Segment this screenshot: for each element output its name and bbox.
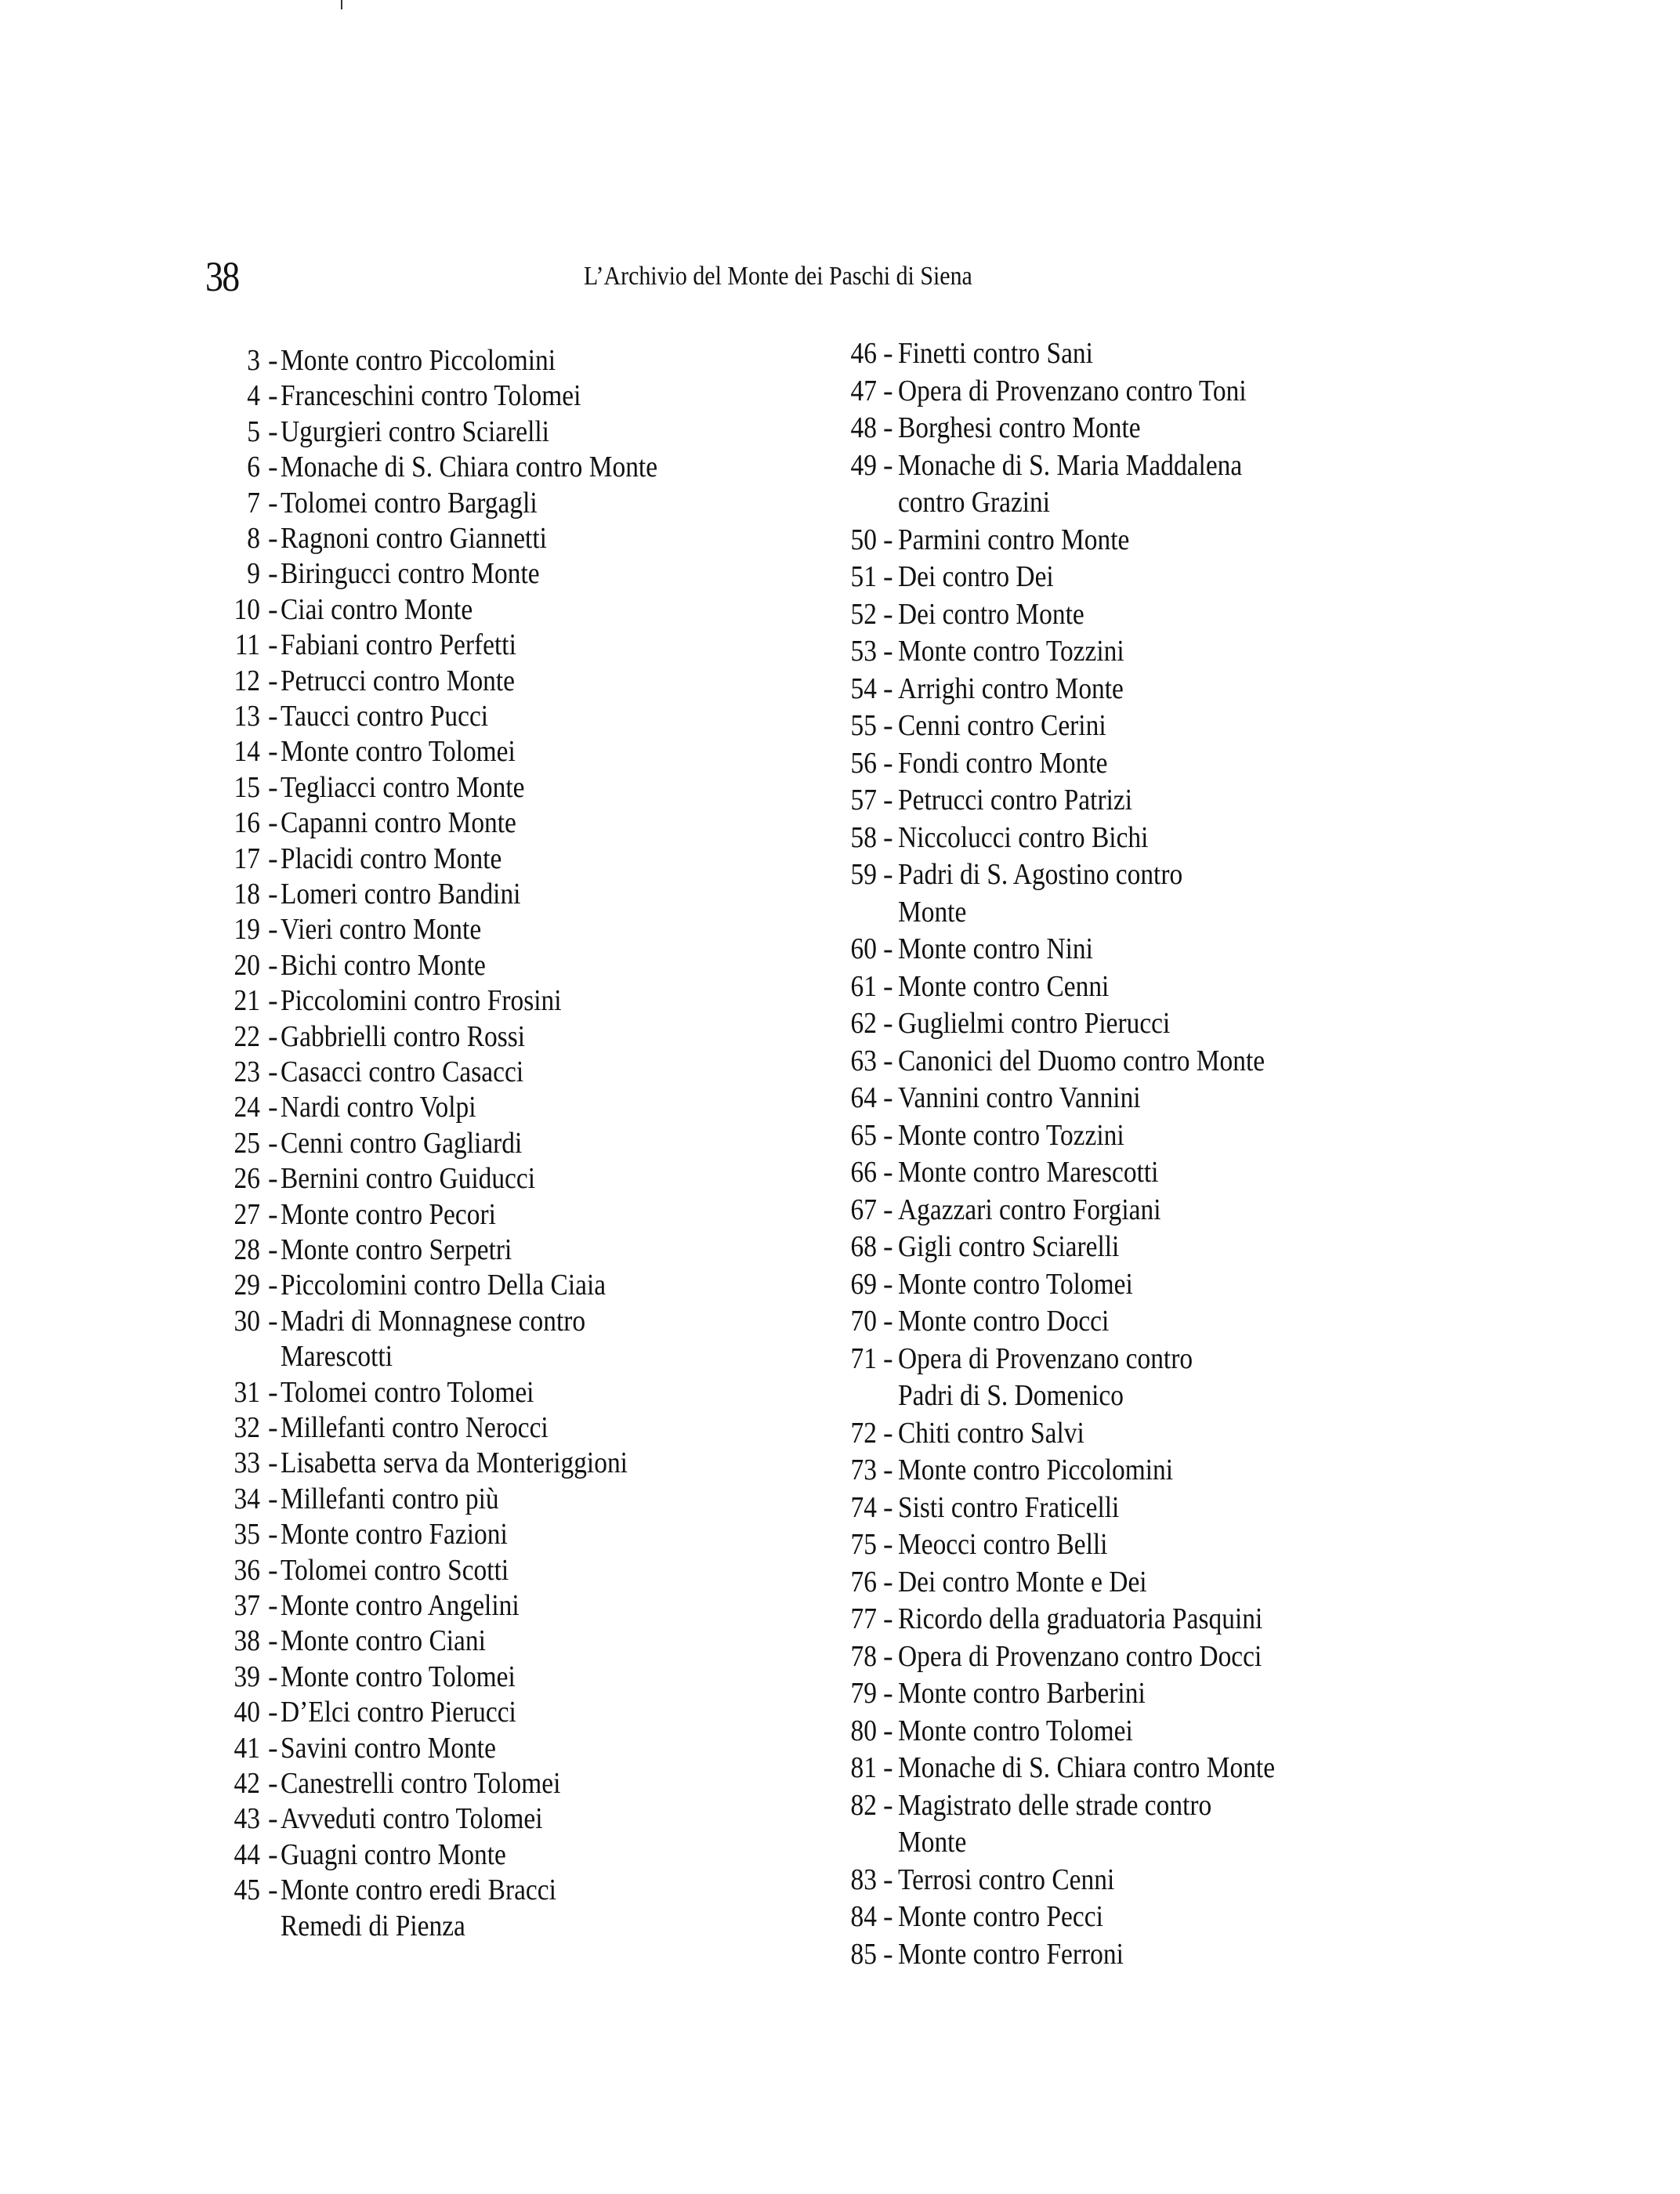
entry-title: Monte contro Barberini [898,1677,1146,1710]
entry-separator: - [883,523,893,556]
entry-separator: - [883,1268,893,1301]
entry-separator: - [883,784,893,816]
entry-title: Lomeri contro Bandini [281,878,521,911]
entry-separator: - [268,379,278,412]
entry-title: Nardi contro Volpi [281,1091,476,1124]
entry-separator: - [268,1696,278,1729]
entry-separator: - [883,1677,893,1710]
entry-title: Piccolomini contro Della Ciaia [281,1269,606,1302]
entry-number: 58 [850,821,877,854]
entry-title: contro Grazini [898,486,1051,519]
entry-number: 63 [850,1045,877,1077]
entry-number: 74 [850,1491,877,1524]
entry-number: 60 [850,932,877,965]
entry-title: Finetti contro Sani [898,337,1093,370]
entry-number: 31 [234,1376,260,1409]
entry-number: 52 [850,598,877,631]
entry-title: Taucci contro Pucci [281,700,489,733]
entry-title: D’Elci contro Pierucci [281,1696,516,1729]
entry-number: 26 [234,1162,260,1195]
entry-number: 27 [234,1198,260,1231]
entry-title: Savini contro Monte [281,1732,496,1765]
entry-title: Gabbrielli contro Rossi [281,1020,526,1053]
entry-title: Monte contro Marescotti [898,1156,1159,1189]
entry-separator: - [883,932,893,965]
entry-separator: - [883,1193,893,1226]
entry-title: Monte contro Piccolomini [281,344,556,377]
entry-number: 38 [234,1624,260,1657]
entry-title: Ugurgieri contro Sciarelli [281,415,549,448]
entry-separator: - [268,1589,278,1622]
entry-number: 45 [234,1874,260,1906]
entry-separator: - [883,1640,893,1673]
entry-separator: - [268,1732,278,1765]
entry-title: Monte contro Cenni [898,970,1110,1003]
entry-number: 25 [234,1127,260,1160]
entry-number: 36 [234,1554,260,1587]
entry-separator: - [268,1127,278,1160]
entry-number: 59 [850,858,877,891]
entry-title: Ciai contro Monte [281,593,473,626]
entry-number: 70 [850,1305,877,1338]
entry-title: Monte contro Ciani [281,1624,486,1657]
entry-separator: - [883,1081,893,1114]
entry-number: 49 [850,449,877,482]
entry-title: Tolomei contro Tolomei [281,1376,534,1409]
entry-number: 81 [850,1751,877,1784]
entry-number: 19 [234,913,260,946]
entry-title: Petrucci contro Monte [281,664,516,697]
entry-title: Piccolomini contro Frosini [281,984,562,1017]
entry-number: 12 [234,664,260,697]
entry-number: 55 [850,709,877,742]
entry-title: Petrucci contro Patrizi [898,784,1133,816]
entry-title: Monte contro Pecori [281,1198,496,1231]
entry-number: 48 [850,411,877,444]
entry-separator: - [268,1376,278,1409]
entry-number: 10 [234,593,260,626]
entry-separator: - [268,1305,278,1338]
entry-number: 15 [234,771,260,804]
entry-number: 35 [234,1518,260,1551]
entry-separator: - [883,1119,893,1152]
entry-number: 22 [234,1020,260,1053]
entry-number: 23 [234,1055,260,1088]
entry-number: 80 [850,1714,877,1747]
entry-number: 32 [234,1411,260,1444]
entry-title: Meocci contro Belli [898,1528,1108,1561]
entry-number: 4 [247,379,260,412]
entry-number: 62 [850,1007,877,1040]
entry-number: 71 [850,1342,877,1375]
entry-title: Biringucci contro Monte [281,557,540,590]
entry-separator: - [883,1938,893,1971]
entry-title: Casacci contro Casacci [281,1055,524,1088]
entry-separator: - [268,344,278,377]
entry-number: 13 [234,700,260,733]
entry-title: Canonici del Duomo contro Monte [898,1045,1265,1077]
entry-title: Agazzari contro Forgiani [898,1193,1161,1226]
entry-title: Monte [898,896,967,929]
entry-separator: - [883,560,893,593]
entry-title: Borghesi contro Monte [898,411,1141,444]
entry-title: Tolomei contro Bargagli [281,487,538,520]
entry-separator: - [883,411,893,444]
entry-number: 78 [850,1640,877,1673]
entry-separator: - [883,1045,893,1077]
entry-number: 20 [234,949,260,982]
entry-separator: - [883,1230,893,1263]
entry-number: 29 [234,1269,260,1302]
entry-title: Magistrato delle strade contro [898,1789,1212,1822]
entry-separator: - [268,984,278,1017]
entry-number: 11 [234,628,260,661]
entry-separator: - [268,1874,278,1906]
entry-title: Opera di Provenzano contro [898,1342,1193,1375]
entry-separator: - [268,878,278,911]
entry-title: Monte contro Tozzini [898,635,1124,668]
entry-title: Opera di Provenzano contro Docci [898,1640,1262,1673]
entry-separator: - [268,415,278,448]
entry-separator: - [268,1091,278,1124]
entry-separator: - [268,700,278,733]
entry-title: Cenni contro Gagliardi [281,1127,523,1160]
entry-separator: - [883,709,893,742]
entry-separator: - [268,735,278,768]
entry-title: Dei contro Dei [898,560,1054,593]
entry-separator: - [268,1162,278,1195]
entry-number: 28 [234,1233,260,1266]
entry-separator: - [268,1624,278,1657]
entry-number: 37 [234,1589,260,1622]
entry-title: Cenni contro Cerini [898,709,1106,742]
entry-separator: - [268,487,278,520]
entry-separator: - [268,1660,278,1693]
entry-title: Guagni contro Monte [281,1838,506,1871]
entry-number: 44 [234,1838,260,1871]
entry-separator: - [883,1566,893,1598]
entry-title: Monte contro Fazioni [281,1518,508,1551]
entry-number: 51 [850,560,877,593]
entry-separator: - [268,557,278,590]
entry-title: Capanni contro Monte [281,806,516,839]
entry-number: 21 [234,984,260,1017]
entry-title: Sisti contro Fraticelli [898,1491,1120,1524]
entry-title: Parmini contro Monte [898,523,1130,556]
entry-title: Lisabetta serva da Monteriggioni [281,1446,628,1479]
entry-separator: - [883,1342,893,1375]
entry-number: 64 [850,1081,877,1114]
entry-number: 85 [850,1938,877,1971]
entry-title: Niccolucci contro Bichi [898,821,1149,854]
entry-number: 46 [850,337,877,370]
entry-title: Monache di S. Chiara contro Monte [898,1751,1276,1784]
entry-title: Chiti contro Salvi [898,1417,1084,1450]
entry-number: 30 [234,1305,260,1338]
entry-separator: - [268,949,278,982]
entry-separator: - [268,1020,278,1053]
entry-number: 6 [247,451,260,483]
entry-title: Vannini contro Vannini [898,1081,1141,1114]
entry-title: Monte contro Docci [898,1305,1110,1338]
entry-separator: - [883,1900,893,1933]
entry-separator: - [268,1767,278,1800]
entry-separator: - [268,1838,278,1871]
entry-number: 72 [850,1417,877,1450]
entry-separator: - [268,628,278,661]
entry-separator: - [268,806,278,839]
entry-title: Millefanti contro Nerocci [281,1411,549,1444]
entry-number: 17 [234,842,260,875]
entry-number: 14 [234,735,260,768]
entry-title: Monte contro Tolomei [281,735,516,768]
entry-separator: - [883,598,893,631]
entry-number: 57 [850,784,877,816]
entry-number: 84 [850,1900,877,1933]
entry-title: Canestrelli contro Tolomei [281,1767,561,1800]
entry-title: Ricordo della graduatoria Pasquini [898,1602,1263,1635]
entry-number: 16 [234,806,260,839]
entry-separator: - [268,1483,278,1515]
entry-number: 67 [850,1193,877,1226]
entry-title: Vieri contro Monte [281,913,482,946]
entry-title: Terrosi contro Cenni [898,1863,1115,1896]
entry-title: Opera di Provenzano contro Toni [898,375,1247,407]
entry-number: 42 [234,1767,260,1800]
entry-number: 69 [850,1268,877,1301]
entry-number: 47 [850,375,877,407]
entry-separator: - [883,375,893,407]
entry-number: 82 [850,1789,877,1822]
entry-title: Millefanti contro più [281,1483,499,1515]
entry-number: 41 [234,1732,260,1765]
entry-separator: - [883,1454,893,1486]
entry-number: 79 [850,1677,877,1710]
entry-title: Tolomei contro Scotti [281,1554,509,1587]
entry-number: 39 [234,1660,260,1693]
entry-separator: - [268,522,278,555]
entry-title: Monte contro Pecci [898,1900,1103,1933]
entry-number: 33 [234,1446,260,1479]
entry-number: 50 [850,523,877,556]
entry-number: 83 [850,1863,877,1896]
entry-separator: - [268,451,278,483]
entry-number: 40 [234,1696,260,1729]
entry-separator: - [268,1198,278,1231]
entry-number: 73 [850,1454,877,1486]
entry-separator: - [883,1863,893,1896]
entry-title: Monache di S. Maria Maddalena [898,449,1243,482]
entry-number: 77 [850,1602,877,1635]
entry-separator: - [883,449,893,482]
entry-number: 3 [247,344,260,377]
entry-separator: - [268,1233,278,1266]
entry-number: 24 [234,1091,260,1124]
entry-title: Monte contro Tolomei [898,1268,1133,1301]
entry-separator: - [883,1789,893,1822]
entry-title: Bichi contro Monte [281,949,486,982]
entry-title: Bernini contro Guiducci [281,1162,536,1195]
entry-title: Monte [898,1826,967,1859]
running-head: L’Archivio del Monte dei Paschi di Siena [584,262,972,291]
entry-number: 7 [247,487,260,520]
entry-separator: - [268,1802,278,1835]
entry-title: Monte contro eredi Bracci [281,1874,556,1906]
entry-separator: - [268,593,278,626]
entry-separator: - [883,970,893,1003]
entry-number: 53 [850,635,877,668]
entry-separator: - [883,1528,893,1561]
entry-separator: - [883,821,893,854]
entry-number: 8 [247,522,260,555]
entry-title: Madri di Monnagnese contro [281,1305,586,1338]
entry-separator: - [883,1602,893,1635]
entry-separator: - [268,842,278,875]
entry-separator: - [883,672,893,705]
entry-title: Placidi contro Monte [281,842,502,875]
entry-title: Monte contro Piccolomini [898,1454,1174,1486]
entry-separator: - [883,1007,893,1040]
entry-separator: - [883,1305,893,1338]
entry-title: Monte contro Ferroni [898,1938,1124,1971]
entry-number: 34 [234,1483,260,1515]
entry-number: 68 [850,1230,877,1263]
entry-separator: - [268,1554,278,1587]
entry-separator: - [883,337,893,370]
entry-number: 75 [850,1528,877,1561]
entry-number: 18 [234,878,260,911]
entry-number: 65 [850,1119,877,1152]
entry-number: 56 [850,747,877,780]
entry-title: Arrighi contro Monte [898,672,1124,705]
entry-separator: - [883,635,893,668]
entry-title: Ragnoni contro Giannetti [281,522,547,555]
entry-separator: - [883,747,893,780]
entry-title: Monte contro Angelini [281,1589,520,1622]
entry-number: 5 [247,415,260,448]
entry-title: Padri di S. Agostino contro [898,858,1183,891]
entry-separator: - [268,664,278,697]
entry-title: Tegliacci contro Monte [281,771,525,804]
entry-title: Monte contro Tolomei [281,1660,516,1693]
entry-separator: - [268,1269,278,1302]
entry-title: Gigli contro Sciarelli [898,1230,1120,1263]
entry-title: Franceschini contro Tolomei [281,379,581,412]
entry-separator: - [268,1518,278,1551]
entry-title: Remedi di Pienza [281,1910,465,1942]
entry-title: Monte contro Tozzini [898,1119,1124,1152]
entry-title: Monte contro Serpetri [281,1233,512,1266]
entry-title: Padri di S. Domenico [898,1379,1124,1412]
entry-title: Guglielmi contro Pierucci [898,1007,1171,1040]
entry-separator: - [883,1156,893,1189]
entry-separator: - [883,1751,893,1784]
entry-number: 76 [850,1566,877,1598]
entry-separator: - [883,1714,893,1747]
entry-number: 9 [247,557,260,590]
entry-title: Dei contro Monte [898,598,1084,631]
entry-title: Fabiani contro Perfetti [281,628,516,661]
entry-number: 54 [850,672,877,705]
entry-number: 43 [234,1802,260,1835]
entry-separator: - [883,1417,893,1450]
entry-number: 66 [850,1156,877,1189]
entry-separator: - [268,1055,278,1088]
scan-mark [341,0,342,9]
entry-title: Fondi contro Monte [898,747,1108,780]
entry-separator: - [883,1491,893,1524]
entry-title: Monte contro Nini [898,932,1093,965]
entry-separator: - [883,858,893,891]
page-number: 38 [205,253,239,300]
entry-separator: - [268,1411,278,1444]
entry-title: Dei contro Monte e Dei [898,1566,1147,1598]
entry-title: Monache di S. Chiara contro Monte [281,451,658,483]
entry-separator: - [268,771,278,804]
entry-number: 61 [850,970,877,1003]
entry-separator: - [268,1446,278,1479]
entry-title: Marescotti [281,1340,393,1373]
entry-separator: - [268,913,278,946]
entry-title: Avveduti contro Tolomei [281,1802,543,1835]
entry-title: Monte contro Tolomei [898,1714,1133,1747]
